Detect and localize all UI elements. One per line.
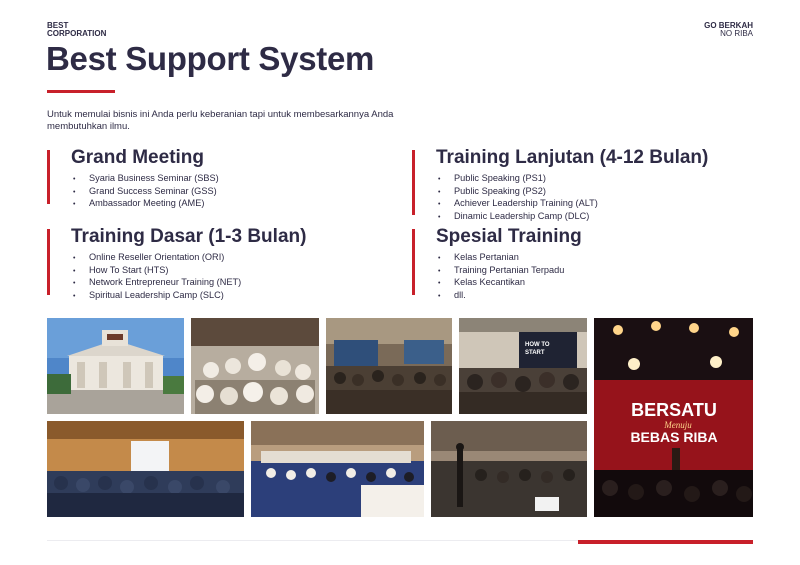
list-item: • Kelas Pertanian [438, 252, 564, 265]
list-item: • Kelas Kecantikan [438, 277, 564, 290]
photo-ballroom-seminar [251, 421, 424, 517]
photo-conference-hall [326, 318, 452, 414]
tagline [704, 22, 753, 38]
list-item: • Spiritual Leadership Camp (SLC) [73, 290, 241, 303]
photo-building-exterior [47, 318, 184, 414]
photo-stage-event [594, 318, 753, 517]
section-title: Grand Meeting [71, 147, 205, 168]
footer-accent-bar [578, 540, 753, 544]
list-item: • Grand Success Seminar (GSS) [73, 186, 219, 199]
section-title: Spesial Training [436, 226, 582, 247]
list-item: • Dinamic Leadership Camp (DLC) [438, 211, 598, 224]
page-title: Best Support System [46, 40, 375, 77]
section-list [73, 252, 241, 302]
list-item: • Syaria Business Seminar (SBS) [73, 173, 219, 186]
list-item: • Ambassador Meeting (AME) [73, 198, 219, 211]
section-accent-bar [412, 229, 415, 295]
tagline-line-2: NO RIBA [720, 29, 753, 38]
brand-line-1: BEST [47, 21, 69, 30]
intro-text: Untuk memulai bisnis ini Anda perlu keberanian tapi untuk membesarkannya Anda membutuhkan ilmu. [47, 109, 394, 132]
list-item: • Online Reseller Orientation (ORI) [73, 252, 241, 265]
list-item: • Public Speaking (PS1) [438, 173, 598, 186]
photo-seminar-audience [191, 318, 319, 414]
title-underline [47, 90, 115, 93]
stage-banner-line-2: BEBAS RIBA [630, 429, 718, 445]
brand-line-2: CORPORATION [47, 29, 107, 38]
section-accent-bar [47, 150, 50, 204]
list-item: • Training Pertanian Terpadu [438, 265, 564, 278]
list-item: • How To Start (HTS) [73, 265, 241, 278]
photo-training-room [47, 421, 244, 517]
stage-banner-line-1: BERSATU [631, 400, 717, 420]
tagline-line-1: GO BERKAH [704, 21, 753, 30]
list-item: • Achiever Leadership Training (ALT) [438, 198, 598, 211]
list-item: • Network Entrepreneur Training (NET) [73, 277, 241, 290]
section-accent-bar [412, 150, 415, 215]
section-accent-bar [47, 229, 50, 295]
section-title: Training Dasar (1-3 Bulan) [71, 226, 307, 247]
section-list [438, 173, 598, 223]
list-item: • dll. [438, 290, 564, 303]
how-to-start-line-1: HOW TO [525, 342, 550, 348]
how-to-start-line-2: START [525, 350, 545, 356]
photo-how-to-start [459, 318, 587, 414]
section-title: Training Lanjutan (4-12 Bulan) [436, 147, 709, 168]
section-list [73, 173, 219, 211]
brand-logo [47, 22, 106, 38]
section-list [438, 252, 564, 302]
photo-event-hall [431, 421, 587, 517]
stage-banner-script: Menuju [664, 420, 692, 430]
list-item: • Public Speaking (PS2) [438, 186, 598, 199]
